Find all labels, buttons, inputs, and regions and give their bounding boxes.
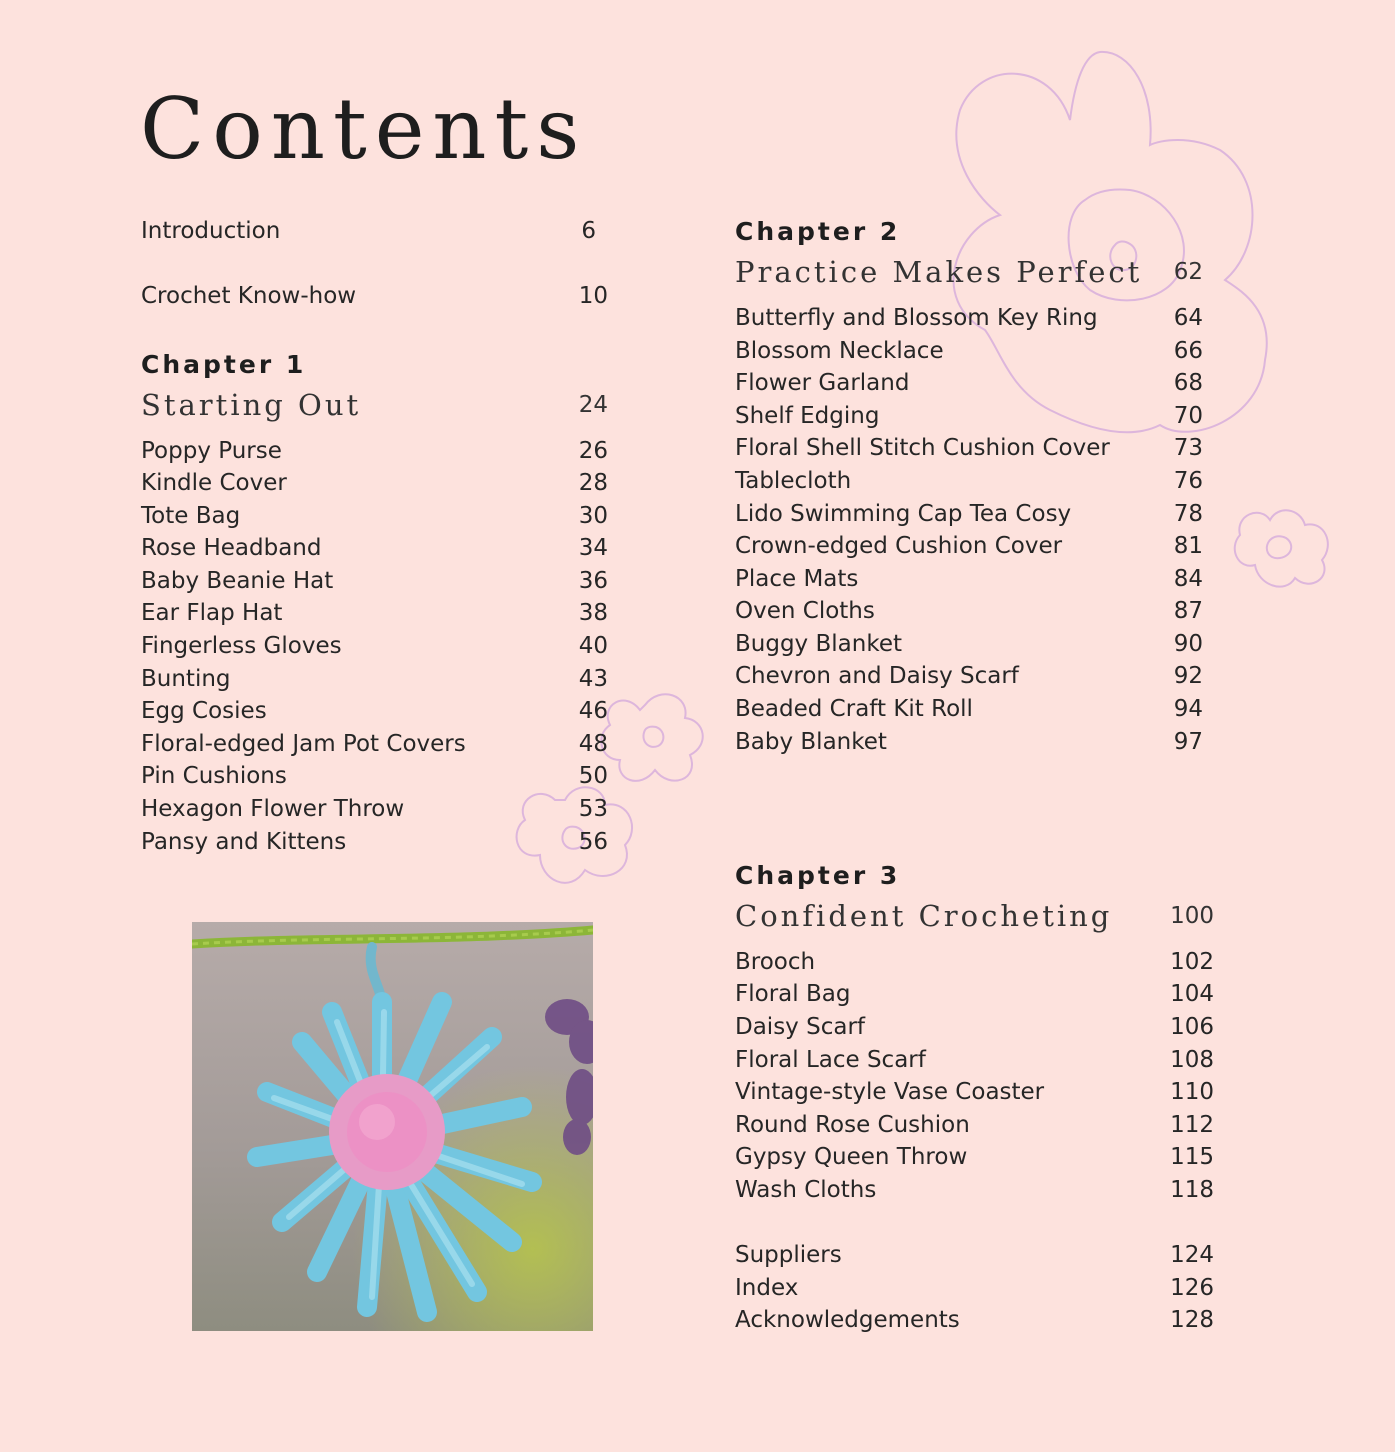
toc-entry-page: 6 bbox=[581, 218, 596, 244]
chapter-number: Chapter 2 bbox=[735, 217, 901, 246]
toc-entry-label: Blossom Necklace bbox=[735, 338, 944, 364]
chapter-number: Chapter 3 bbox=[735, 861, 901, 890]
chapter-title-label: Practice Makes Perfect bbox=[735, 255, 1143, 289]
toc-entry-page: 48 bbox=[578, 731, 608, 757]
toc-entry-label: Pin Cushions bbox=[141, 763, 287, 789]
toc-entry-page: 43 bbox=[578, 666, 608, 692]
toc-entry-page: 40 bbox=[578, 633, 608, 659]
toc-entry[interactable] bbox=[735, 1272, 1214, 1304]
toc-entry[interactable] bbox=[141, 695, 608, 727]
toc-entry[interactable] bbox=[141, 215, 608, 247]
toc-entry-page: 56 bbox=[578, 829, 608, 855]
toc-entry-page: 34 bbox=[578, 535, 608, 561]
toc-entry-label: Suppliers bbox=[735, 1242, 842, 1268]
toc-entry-page: 36 bbox=[578, 568, 608, 594]
toc-entry-label: Rose Headband bbox=[141, 535, 322, 561]
toc-entry-label: Place Mats bbox=[735, 566, 859, 592]
toc-entry-label: Bunting bbox=[141, 666, 231, 692]
page-title: Contents bbox=[140, 80, 588, 178]
toc-entry-label: Crown-edged Cushion Cover bbox=[735, 533, 1063, 559]
chapter-title-label: Confident Crocheting bbox=[735, 899, 1113, 933]
toc-entry-label: Index bbox=[735, 1275, 799, 1301]
toc-entry[interactable] bbox=[735, 1304, 1214, 1336]
chapter-title-page: 100 bbox=[1170, 903, 1214, 929]
toc-entry[interactable] bbox=[141, 597, 608, 629]
chapter-title-label: Starting Out bbox=[141, 388, 362, 422]
toc-entry-label: Buggy Blanket bbox=[735, 631, 902, 657]
toc-entry-page: 92 bbox=[1173, 663, 1203, 689]
toc-entry[interactable] bbox=[735, 1141, 1214, 1173]
toc-entry[interactable] bbox=[735, 726, 1203, 758]
crochet-flower-photo bbox=[192, 922, 593, 1331]
toc-entry-label: Butterfly and Blossom Key Ring bbox=[735, 305, 1098, 331]
toc-entry-label: Crochet Know-how bbox=[141, 283, 357, 309]
toc-entry[interactable] bbox=[735, 367, 1203, 399]
toc-entry[interactable] bbox=[735, 660, 1203, 692]
toc-entry-label: Round Rose Cushion bbox=[735, 1112, 970, 1138]
toc-entry-label: Ear Flap Hat bbox=[141, 600, 283, 626]
chapter-number: Chapter 1 bbox=[141, 350, 307, 379]
toc-entry-page: 104 bbox=[1170, 981, 1214, 1007]
toc-entry-page: 78 bbox=[1173, 501, 1203, 527]
toc-entry[interactable] bbox=[735, 946, 1214, 978]
toc-entry-page: 26 bbox=[578, 438, 608, 464]
toc-entry[interactable] bbox=[141, 532, 608, 564]
toc-entry-label: Poppy Purse bbox=[141, 438, 282, 464]
toc-entry-label: Hexagon Flower Throw bbox=[141, 796, 405, 822]
toc-entry[interactable] bbox=[735, 1109, 1214, 1141]
toc-entry-label: Kindle Cover bbox=[141, 470, 287, 496]
toc-entry[interactable] bbox=[141, 280, 608, 312]
toc-entry[interactable] bbox=[735, 1239, 1214, 1271]
toc-entry-page: 76 bbox=[1173, 468, 1203, 494]
toc-entry[interactable] bbox=[735, 595, 1203, 627]
toc-entry[interactable] bbox=[141, 467, 608, 499]
toc-entry-page: 68 bbox=[1173, 370, 1203, 396]
toc-entry-page: 53 bbox=[578, 796, 608, 822]
toc-entry-page: 38 bbox=[578, 600, 608, 626]
chapter-title-page: 62 bbox=[1173, 259, 1203, 285]
toc-entry-page: 118 bbox=[1170, 1177, 1214, 1203]
toc-entry-page: 108 bbox=[1170, 1047, 1214, 1073]
toc-entry[interactable] bbox=[735, 302, 1203, 334]
toc-entry[interactable] bbox=[141, 630, 608, 662]
toc-entry[interactable] bbox=[735, 1011, 1214, 1043]
toc-entry[interactable] bbox=[735, 465, 1203, 497]
toc-entry-page: 124 bbox=[1170, 1242, 1214, 1268]
toc-entry-page: 64 bbox=[1173, 305, 1203, 331]
toc-entry-label: Acknowledgements bbox=[735, 1307, 960, 1333]
toc-entry-page: 50 bbox=[578, 763, 608, 789]
toc-entry[interactable] bbox=[735, 693, 1203, 725]
chapter-title-page: 24 bbox=[578, 392, 608, 418]
toc-entry-label: Daisy Scarf bbox=[735, 1014, 865, 1040]
toc-entry[interactable] bbox=[141, 565, 608, 597]
toc-entry[interactable] bbox=[141, 435, 608, 467]
toc-entry-label: Chevron and Daisy Scarf bbox=[735, 663, 1019, 689]
toc-entry-label: Floral Lace Scarf bbox=[735, 1047, 926, 1073]
toc-entry-page: 115 bbox=[1170, 1144, 1214, 1170]
toc-entry-label: Floral Bag bbox=[735, 981, 851, 1007]
toc-entry-page: 102 bbox=[1170, 949, 1214, 975]
toc-entry[interactable] bbox=[735, 498, 1203, 530]
chapter-title[interactable] bbox=[735, 896, 1214, 936]
toc-entry-page: 106 bbox=[1170, 1014, 1214, 1040]
toc-entry-page: 28 bbox=[578, 470, 608, 496]
toc-entry-page: 97 bbox=[1173, 729, 1203, 755]
toc-entry[interactable] bbox=[735, 335, 1203, 367]
toc-entry-page: 73 bbox=[1173, 435, 1203, 461]
toc-entry[interactable] bbox=[735, 628, 1203, 660]
toc-entry-page: 66 bbox=[1173, 338, 1203, 364]
toc-entry-label: Wash Cloths bbox=[735, 1177, 877, 1203]
toc-entry-label: Shelf Edging bbox=[735, 403, 880, 429]
toc-entry[interactable] bbox=[141, 826, 608, 858]
toc-entry-label: Floral Shell Stitch Cushion Cover bbox=[735, 435, 1110, 461]
toc-entry-label: Pansy and Kittens bbox=[141, 829, 347, 855]
toc-entry-page: 126 bbox=[1170, 1275, 1214, 1301]
toc-entry[interactable] bbox=[735, 530, 1203, 562]
toc-entry[interactable] bbox=[141, 663, 608, 695]
toc-entry-page: 128 bbox=[1170, 1307, 1214, 1333]
toc-entry[interactable] bbox=[735, 432, 1203, 464]
toc-entry-label: Baby Blanket bbox=[735, 729, 887, 755]
toc-entry[interactable] bbox=[141, 793, 608, 825]
toc-entry-label: Brooch bbox=[735, 949, 816, 975]
toc-entry-label: Beaded Craft Kit Roll bbox=[735, 696, 973, 722]
toc-entry-page: 46 bbox=[578, 698, 608, 724]
toc-entry[interactable] bbox=[141, 500, 608, 532]
toc-entry-label: Baby Beanie Hat bbox=[141, 568, 334, 594]
chapter-title[interactable] bbox=[141, 385, 608, 425]
toc-entry-page: 110 bbox=[1170, 1079, 1214, 1105]
toc-entry-label: Gypsy Queen Throw bbox=[735, 1144, 968, 1170]
toc-entry-page: 112 bbox=[1170, 1112, 1214, 1138]
toc-entry-page: 94 bbox=[1173, 696, 1203, 722]
toc-entry-label: Fingerless Gloves bbox=[141, 633, 342, 659]
toc-entry-label: Oven Cloths bbox=[735, 598, 875, 624]
toc-entry[interactable] bbox=[735, 1076, 1214, 1108]
toc-entry-label: Vintage-style Vase Coaster bbox=[735, 1079, 1045, 1105]
toc-entry-page: 81 bbox=[1173, 533, 1203, 559]
toc-entry-page: 84 bbox=[1173, 566, 1203, 592]
toc-entry-label: Tablecloth bbox=[735, 468, 852, 494]
toc-entry-label: Tote Bag bbox=[141, 503, 241, 529]
toc-entry-page: 90 bbox=[1173, 631, 1203, 657]
toc-entry-label: Introduction bbox=[141, 218, 281, 244]
toc-entry[interactable] bbox=[141, 728, 608, 760]
toc-entry-page: 30 bbox=[578, 503, 608, 529]
toc-entry[interactable] bbox=[735, 400, 1203, 432]
toc-entry-label: Lido Swimming Cap Tea Cosy bbox=[735, 501, 1072, 527]
toc-entry-label: Flower Garland bbox=[735, 370, 910, 396]
toc-entry[interactable] bbox=[141, 760, 608, 792]
toc-entry-page: 87 bbox=[1173, 598, 1203, 624]
toc-entry-page: 70 bbox=[1173, 403, 1203, 429]
toc-entry-label: Egg Cosies bbox=[141, 698, 267, 724]
toc-entry[interactable] bbox=[735, 978, 1214, 1010]
toc-entry-page: 10 bbox=[578, 283, 608, 309]
toc-entry[interactable] bbox=[735, 1174, 1214, 1206]
toc-entry-label: Floral-edged Jam Pot Covers bbox=[141, 731, 466, 757]
chapter-title[interactable] bbox=[735, 252, 1203, 292]
toc-entry[interactable] bbox=[735, 1044, 1214, 1076]
toc-entry[interactable] bbox=[735, 563, 1203, 595]
